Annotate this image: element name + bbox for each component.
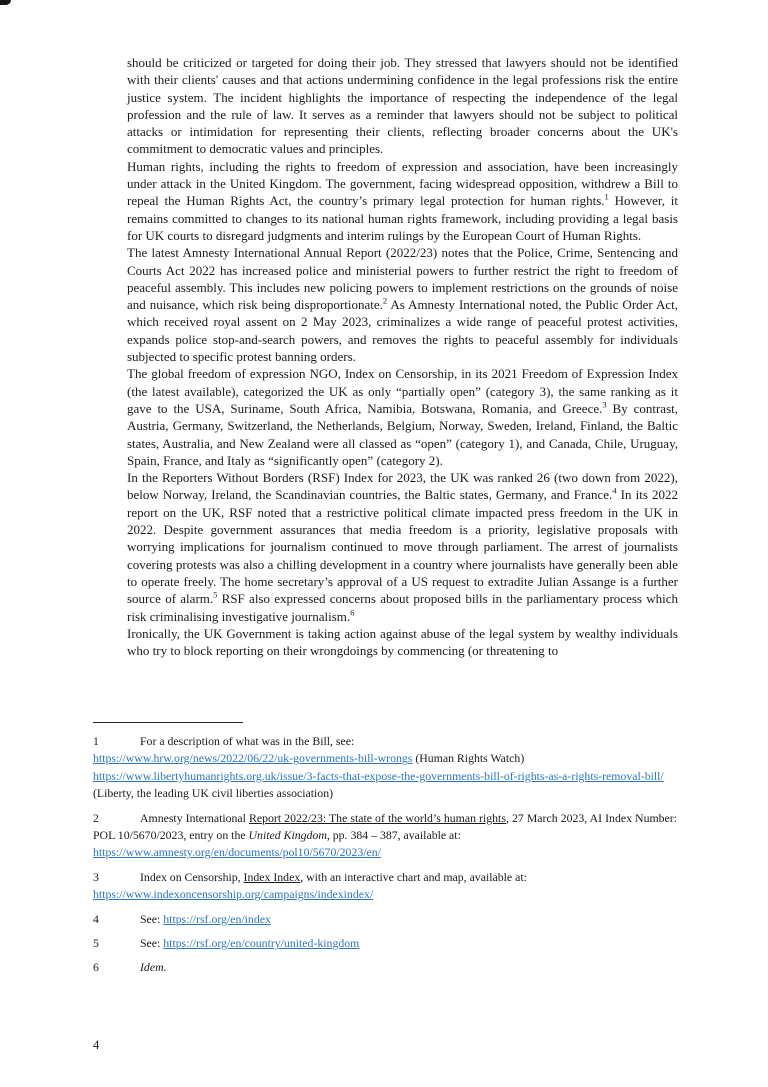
paragraph: Human rights, including the rights to freedom of expression and association, have been increasingly under attack in the United Kingdom. The government, facing widespread opposition, withdrew a Bill to repeal the Human Rights Act, the country’s primary legal protection for human rights.$^1$ However, it remains committed to changes to its national human rights framework, including providing a legal basis for UK courts to disregard judgments and interim rulings by the European Court of Human Rights. — [127, 158, 678, 243]
footnote-text: See: https://rsf.org/en/country/united-kingdom — [140, 936, 360, 951]
footnote-separator — [93, 722, 243, 723]
italic-text: United Kingdom — [248, 828, 327, 843]
underlined-text: Report 2022/23: The state of the world’s human rights — [249, 810, 506, 825]
footnote-reference: 5 — [213, 589, 218, 600]
footnote — [93, 810, 677, 862]
hyperlink[interactable]: https://rsf.org/en/index — [163, 911, 271, 926]
footnote-list — [93, 733, 677, 977]
hyperlink[interactable]: https://rsf.org/en/country/united-kingdom — [163, 936, 360, 951]
footnote-text: For a description of what was in the Bill, see: https://www.hrw.org/news/2022/06/22/uk-governments-bill-wrongs (Human Rights Watch) https://www.libertyhumanrights.org.uk/issue/3-facts-that-expose-the-governments-bill-of-rights-as-a-rights-removal-bill/ (Liberty, the leading UK civil liberties association) — [93, 734, 664, 801]
hyperlink[interactable]: https://www.hrw.org/news/2022/06/22/uk-governments-bill-wrongs — [93, 751, 413, 766]
footnote-reference: 4 — [612, 486, 617, 497]
footnote-reference: 2 — [382, 295, 388, 306]
footnote-text: Index on Censorship, Index Index, with an interactive chart and map, available at: https://www.indexoncensorship.org/campaigns/indexindex/ — [93, 869, 527, 902]
footnote-reference: 3 — [602, 399, 607, 410]
footnote — [93, 911, 677, 928]
footnote-number: 5 — [93, 936, 99, 951]
footnote — [93, 733, 677, 803]
scan-artifact — [0, 0, 11, 5]
paragraph: The latest Amnesty International Annual Report (2022/23) notes that the Police, Crime, Sentencing and Courts Act 2022 has increased police and ministerial powers to further restrict the right to freedom of peaceful assembly. This includes new policing powers to implement restrictions on the grounds of noise and nuisance, which risk being disproportionate.$^2$ As Amnesty International noted, the Public Order Act, which received royal assent on 2 May 2023, criminalizes a wide range of peaceful protest activities, expands police stop-and-search powers, and removes the rights to peaceful assembly for individuals subjected to specific protest banning orders. — [127, 245, 679, 365]
footnote-reference: 6 — [350, 607, 355, 618]
italic-text: Idem. — [140, 960, 167, 975]
paragraph: The global freedom of expression NGO, Index on Censorship, in its 2021 Freedom of Expression Index (the latest available), categorized the UK as only “partially open” (category 3), the same ranking as it gave to the USA, Suriname, South Africa, Namibia, Botswana, Romania, and Greece.$^3$ By contrast, Austria, Germany, Switzerland, the Netherlands, Belgium, Norway, Sweden, Ireland, Finland, the Baltic states, Australia, and New Zealand were all classed as “open” (category 1), and Canada, Chile, Uruguay, Spain, France, and Italy as “significantly open” (category 2). — [127, 366, 678, 468]
paragraph: Ironically, the UK Government is taking action against abuse of the legal system by wealthy individuals who try to block reporting on their wrongdoings by commencing (or threatening to — [127, 625, 678, 659]
footnote — [93, 935, 677, 952]
hyperlink[interactable]: https://www.libertyhumanrights.org.uk/issue/3-facts-that-expose-the-governments-bill-of-rights-as-a-rights-removal-bill/ — [93, 768, 664, 783]
paragraph: should be criticized or targeted for doing their job. They stressed that lawyers should not be identified with their clients' causes and that actions undermining confidence in the legal professions risk the entire justice system. The incident highlights the importance of respecting the independence of the legal profession and the rule of law. It serves as a reminder that lawyers should not be subject to political attacks or intimidation for representing their clients, reflecting broader concerns about the UK's commitment to democratic values and principles. — [127, 55, 678, 157]
footnote-number: 2 — [93, 810, 99, 825]
footnotes-section — [93, 722, 677, 984]
footnote-text: See: https://rsf.org/en/index — [140, 911, 271, 926]
footnote-number: 1 — [93, 734, 99, 748]
footnote-text — [140, 960, 167, 974]
footnote-text: Amnesty International Report 2022/23: The state of the world’s human rights, 27 March 2023, AI Index Number: POL 10/5670/2023, entry on the United Kingdom, pp. 384 – 387, available at: https://www.amnesty.org/en/documents/pol10/5670/2023/en/ — [93, 810, 677, 860]
body-text — [127, 54, 678, 659]
footnote-reference: 1 — [604, 192, 609, 203]
footnote-number: 6 — [93, 960, 99, 975]
footnote-number: 3 — [93, 869, 99, 884]
footnote — [93, 869, 677, 904]
underlined-text: Index Index — [243, 869, 301, 884]
hyperlink[interactable]: https://www.amnesty.org/en/documents/pol10/5670/2023/en/ — [93, 845, 381, 860]
paragraph: In the Reporters Without Borders (RSF) Index for 2023, the UK was ranked 26 (two down from 2022), below Norway, Ireland, the Scandinavian countries, the Baltic states, Germany, and France.$^4$ In its 2022 report on the UK, RSF noted that a restrictive political climate impacted press freedom in the UK in 2022. Despite government assurances that media freedom is a priority, legislative proposals with worrying implications for journalism continued to move through parliament. The arrest of journalists covering protests was also a chilling development in a country where journalists have generally been able to operate freely. The home secretary’s approval of a US request to extradite Julian Assange is a further source of alarm.$^5$ RSF also expressed concerns about proposed bills in the parliamentary process which risk criminalising investigative journalism.$^6$ — [127, 470, 678, 624]
footnote — [93, 959, 677, 976]
footnote-number: 4 — [93, 911, 99, 926]
page-number: 4 — [93, 1038, 100, 1052]
hyperlink[interactable]: https://www.indexoncensorship.org/campaigns/indexindex/ — [93, 887, 374, 902]
